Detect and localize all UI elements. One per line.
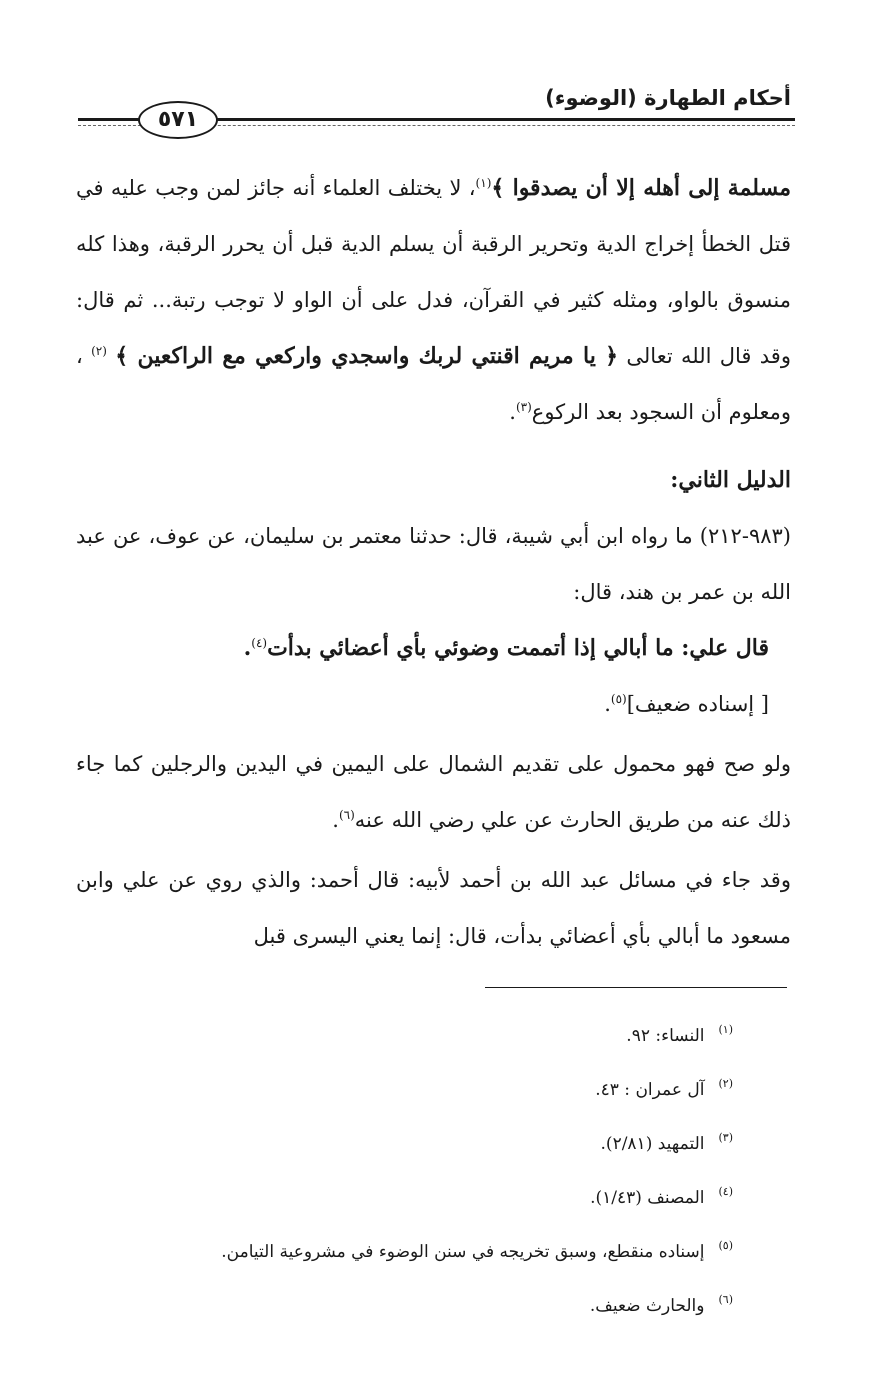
footnote-text: التمهيد (٢/٨١). [600,1134,705,1154]
footnote-number: (٢) [718,1077,733,1090]
paragraph-1 [76,160,791,440]
paragraph-4 [76,676,791,732]
paragraph-5-end: . [332,808,339,832]
paragraph-1-text: ، لا يختلف العلماء أنه جائز لمن وجب عليه في قتل الخطأ إخراج الدية وتحرير الرقبة أن يسلم الدية قبل أن يحرر الرقبة، وهذا كله منسوق بالواو، ومثله كثير في القرآن، فدل على أن الواو لا توجب رتبة... ثم قال: وقد قال الله تعالى [76,176,791,368]
paragraph-2-text: (٩٨٣-٢١٢) ما رواه ابن أبي شيبة، قال: حدثنا معتمر بن سليمان، عن عوف، عن عبد الله بن عمر بن هند، قال: [76,524,791,604]
footnote [113,1023,733,1080]
footnote-number: (٥) [718,1239,733,1252]
footnote-text: إسناده منقطع، وسبق تخريجه في سنن الوضوء في مشروعية التيامن. [221,1242,705,1262]
page-number: ٥٧١ [157,107,199,132]
paragraph-5-text: ولو صح فهو محمول على تقديم الشمال على اليمين في اليدين والرجلين كما جاء ذلك عنه من طريق الحارث عن علي رضي الله عنه [76,752,791,832]
footnote-number: (٣) [718,1131,733,1144]
footnote-number: (٤) [718,1185,733,1198]
paragraph-2 [76,508,791,620]
paragraph-6-text: وقد جاء في مسائل عبد الله بن أحمد لأبيه: قال أحمد: والذي روي عن علي وابن مسعود ما أبالي بأي أعضائي بدأت، قال: إنما يعني اليسرى قبل [76,868,791,948]
footnote [113,1239,733,1296]
footnote [113,1131,733,1188]
footnotes [113,1023,733,1350]
footnote-text: المصنف (١/٤٣). [590,1188,705,1208]
paragraph-5 [76,736,791,848]
grading-text: [ إسناده ضعيف] [626,692,769,716]
footnote-ref-6: (٦) [338,808,355,822]
paragraph-4-end: . [604,692,611,716]
footnote-ref-2: (٢) [91,344,107,358]
paragraph-3 [76,620,791,676]
footnote-ref-1: (١) [475,176,492,190]
footnote-number: (٦) [718,1293,733,1306]
paragraph-1-end: . [509,400,516,424]
quran-verse: ﴿ يا مريم اقنتي لربك واسجدي واركعي مع الراكعين ﴾ [115,343,619,369]
main-text [76,160,791,964]
quran-quote-end: مسلمة إلى أهله إلا أن يصدقوا ﴾ [491,175,791,201]
footnote-text: النساء: ٩٢. [626,1026,705,1046]
footnote-text: آل عمران : ٤٣. [595,1080,705,1100]
section-heading: الدليل الثاني: [670,467,791,493]
footnote-ref-4: (٤) [251,636,268,650]
running-title: أحكام الطهارة (الوضوء) [545,86,791,110]
paragraph-1-text-2: ، ومعلوم أن السجود بعد الركوع [76,344,791,424]
footnote [113,1185,733,1242]
footnote [113,1077,733,1134]
footnote-ref-3: (٣) [515,400,532,414]
paragraph-3-end: . [243,635,252,661]
footnote-text: والحارث ضعيف. [589,1296,705,1316]
footnote [113,1293,733,1350]
footnote-separator [485,987,787,988]
page-number-frame [138,101,218,139]
footnote-ref-5: (٥) [610,692,627,706]
narration-text: قال علي: ما أبالي إذا أتممت وضوئي بأي أعضائي بدأت [267,635,769,661]
paragraph-6 [76,852,791,964]
footnote-number: (١) [718,1023,733,1036]
